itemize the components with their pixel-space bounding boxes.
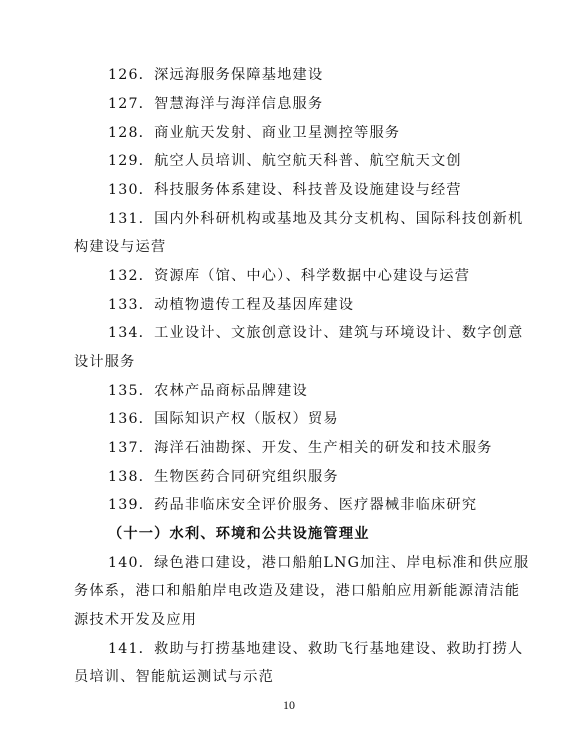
item-137: 137．海洋石油勘探、开发、生产相关的研发和技术服务 [108,440,493,456]
item-131-line-1: 131．国内外科研机构或基地及其分支机构、国际科技创新机 [108,211,524,227]
item-131-line-2: 构建设与运营 [74,239,167,255]
page-number: 10 [283,698,295,712]
item-130: 130．科技服务体系建设、科技普及设施建设与经营 [108,182,462,198]
item-136: 136．国际知识产权（版权）贸易 [108,411,339,427]
section-heading: （十一）水利、环境和公共设施管理业 [108,526,370,542]
item-140-line-1: 140．绿色港口建设，港口船舶LNG加注、岸电标准和供应服 [108,555,530,571]
item-140-line-3: 源技术开发及应用 [74,612,198,628]
item-138: 138．生物医药合同研究组织服务 [108,469,339,485]
item-129: 129．航空人员培训、航空航天科普、航空航天文创 [108,153,462,169]
item-141-line-2: 员培训、智能航运测试与示范 [74,669,275,685]
item-134-line-2: 设计服务 [74,354,136,370]
item-132: 132．资源库（馆、中心）、科学数据中心建设与运营 [108,268,471,284]
item-139: 139．药品非临床安全评价服务、医疗器械非临床研究 [108,497,478,513]
item-128: 128．商业航天发射、商业卫星测控等服务 [108,125,401,141]
item-141-line-1: 141．救助与打捞基地建设、救助飞行基地建设、救助打捞人 [108,641,524,657]
item-126: 126．深远海服务保障基地建设 [108,67,324,83]
item-135: 135．农林产品商标品牌建设 [108,383,308,399]
item-134-line-1: 134．工业设计、文旅创意设计、建筑与环境设计、数字创意 [108,325,524,341]
item-140-line-2: 务体系，港口和船舶岸电改造及建设，港口船舶应用新能源清洁能 [74,583,521,599]
item-133: 133．动植物遗传工程及基因库建设 [108,297,355,313]
item-127: 127．智慧海洋与海洋信息服务 [108,96,324,112]
